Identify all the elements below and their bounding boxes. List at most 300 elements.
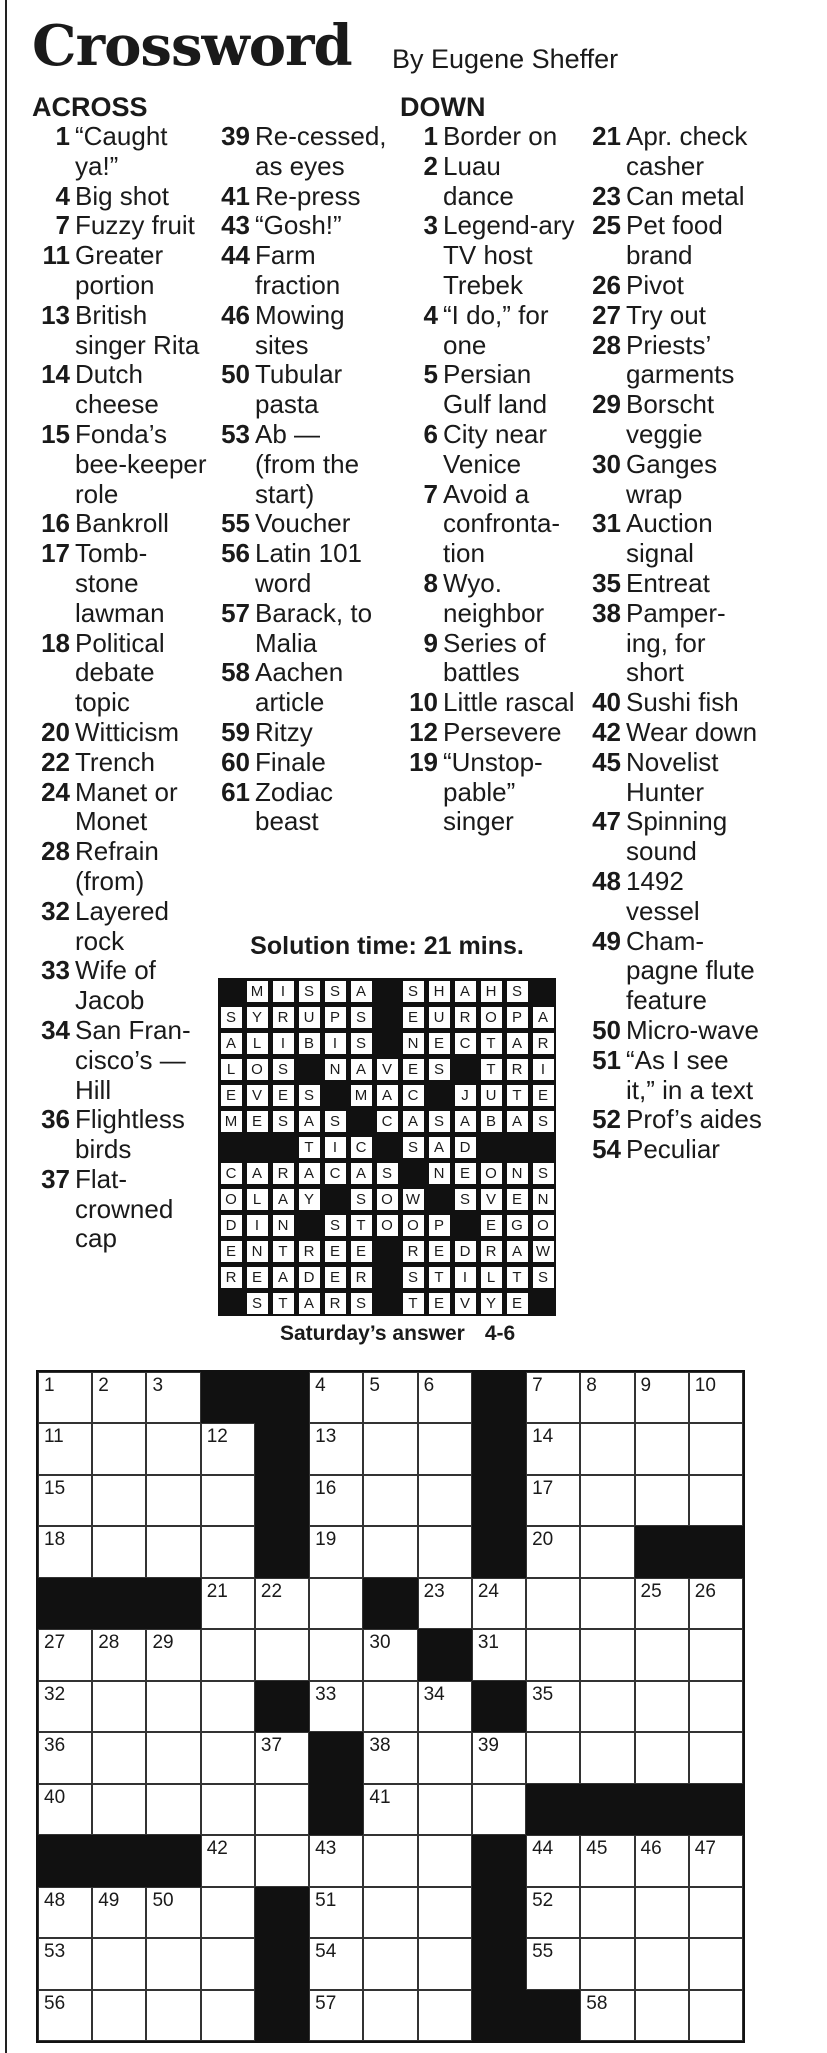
grid-cell[interactable] — [526, 1887, 580, 1938]
grid-cell[interactable] — [201, 1732, 255, 1783]
grid-cell[interactable] — [418, 1835, 472, 1886]
grid-cell[interactable] — [363, 1938, 417, 1989]
clue — [32, 182, 207, 212]
clue-text: Apr. check casher — [626, 121, 748, 181]
solution-cell: S — [454, 1188, 477, 1211]
cell-number: 38 — [369, 1735, 391, 1757]
grid-cell[interactable] — [526, 1681, 580, 1732]
grid-cell[interactable] — [146, 1629, 200, 1680]
clue — [583, 1016, 763, 1046]
grid-cell[interactable] — [201, 1835, 255, 1886]
solution-cell: R — [506, 1058, 529, 1081]
grid-black-square — [472, 1681, 526, 1732]
clue — [400, 688, 576, 718]
clue — [32, 778, 207, 838]
grid-black-square — [689, 1526, 743, 1577]
solution-cell: N — [428, 1162, 451, 1185]
clue — [32, 539, 207, 628]
cell-number: 2 — [98, 1375, 109, 1396]
solution-cell: A — [454, 1110, 477, 1133]
grid-cell[interactable] — [526, 1938, 580, 1989]
grid-cell[interactable] — [38, 1990, 92, 2041]
clue-number: 47 — [592, 806, 621, 837]
solution-cell: A — [298, 1292, 321, 1315]
grid-cell[interactable] — [146, 1526, 200, 1577]
grid-cell[interactable] — [92, 1526, 146, 1577]
clue-number: 39 — [221, 121, 250, 151]
cell-number: 28 — [98, 1632, 120, 1654]
grid-cell[interactable] — [363, 1629, 417, 1680]
solution-cell: S — [532, 1162, 555, 1185]
clue-number: 35 — [592, 567, 621, 598]
clue-text: Border on — [443, 121, 558, 151]
grid-cell[interactable] — [472, 1784, 526, 1835]
grid-cell[interactable] — [146, 1423, 200, 1474]
grid-cell[interactable] — [92, 1372, 146, 1423]
clue-number: 36 — [41, 1104, 70, 1135]
grid-cell[interactable] — [92, 1423, 146, 1474]
grid-cell[interactable] — [580, 1835, 634, 1886]
grid-black-square — [526, 1784, 580, 1835]
grid-cell[interactable] — [38, 1681, 92, 1732]
solution-cell: N — [272, 1214, 295, 1237]
grid-cell[interactable] — [689, 1629, 743, 1680]
grid-cell[interactable] — [38, 1372, 92, 1423]
clue-number: 22 — [41, 746, 70, 777]
grid-cell[interactable] — [201, 1578, 255, 1629]
cell-number: 25 — [640, 1580, 662, 1602]
solution-cell: V — [454, 1292, 477, 1315]
grid-cell[interactable] — [38, 1423, 92, 1474]
grid-cell[interactable] — [635, 1938, 689, 1989]
clue-text: Series of battles — [443, 627, 546, 688]
cell-number: 32 — [44, 1683, 66, 1705]
grid-cell[interactable] — [526, 1372, 580, 1423]
grid-black-square — [472, 1526, 526, 1577]
grid-cell[interactable] — [689, 1835, 743, 1886]
cell-number: 19 — [315, 1529, 337, 1551]
clue — [212, 182, 387, 212]
solution-cell: S — [298, 980, 321, 1003]
solution-cell: C — [350, 1136, 373, 1159]
grid-cell[interactable] — [580, 1732, 634, 1783]
grid-cell[interactable] — [635, 1629, 689, 1680]
grid-cell[interactable] — [526, 1835, 580, 1886]
clue — [400, 122, 576, 152]
grid-cell[interactable] — [689, 1732, 743, 1783]
cell-number: 35 — [532, 1683, 554, 1705]
clue — [212, 241, 387, 301]
solution-cell: D — [454, 1240, 477, 1263]
grid-cell[interactable] — [635, 1732, 689, 1783]
grid-cell[interactable] — [526, 1732, 580, 1783]
clue — [583, 211, 763, 271]
grid-cell[interactable] — [255, 1784, 309, 1835]
grid-cell[interactable] — [201, 1423, 255, 1474]
grid-cell[interactable] — [363, 1784, 417, 1835]
solution-cell: J — [454, 1084, 477, 1107]
clue-text: Big shot — [75, 180, 169, 211]
clue-text: Refrain (from) — [75, 836, 159, 896]
clue-text: Entreat — [626, 567, 710, 598]
grid-cell[interactable] — [472, 1732, 526, 1783]
solution-cell: Y — [246, 1006, 269, 1029]
clue-text: Tubular pasta — [255, 359, 343, 420]
clue-heading: DOWN — [400, 92, 486, 122]
grid-cell[interactable] — [363, 1681, 417, 1732]
clue-number: 37 — [41, 1163, 70, 1194]
solution-cell: A — [298, 1110, 321, 1133]
grid-cell[interactable] — [38, 1629, 92, 1680]
solution-cell: O — [402, 1214, 425, 1237]
solution-cell: A — [454, 980, 477, 1003]
grid-cell[interactable] — [309, 1938, 363, 1989]
solution-cell: C — [376, 1110, 399, 1133]
grid-cell[interactable] — [201, 1938, 255, 1989]
grid-cell[interactable] — [418, 1372, 472, 1423]
grid-cell[interactable] — [92, 1681, 146, 1732]
clue-number: 52 — [592, 1104, 621, 1135]
clue — [400, 718, 576, 748]
solution-cell: O — [480, 1162, 503, 1185]
grid-cell[interactable] — [635, 1423, 689, 1474]
clue — [400, 480, 576, 569]
cell-number: 8 — [586, 1375, 597, 1396]
solution-cell: T — [350, 1214, 373, 1237]
grid-cell[interactable] — [146, 1784, 200, 1835]
clue — [583, 271, 763, 301]
clue-number: 28 — [41, 836, 70, 867]
grid-cell[interactable] — [418, 1475, 472, 1526]
cell-number: 33 — [315, 1683, 337, 1705]
grid-cell[interactable] — [689, 1990, 743, 2041]
clue — [212, 360, 387, 420]
clue — [32, 748, 207, 778]
grid-cell[interactable] — [689, 1423, 743, 1474]
solution-cell: R — [272, 1162, 295, 1185]
solution-cell: P — [324, 1006, 347, 1029]
grid-black-square — [472, 1835, 526, 1886]
cell-number: 54 — [315, 1941, 337, 1963]
cell-number: 23 — [423, 1580, 445, 1602]
grid-cell[interactable] — [580, 1887, 634, 1938]
clue-text: Little rascal — [443, 687, 575, 718]
grid-cell[interactable] — [418, 1938, 472, 1989]
grid-cell[interactable] — [363, 1990, 417, 2041]
solution-cell: T — [402, 1292, 425, 1315]
solution-cell: I — [324, 1136, 347, 1159]
clue-text: Cham-pagne flute feature — [626, 925, 755, 1016]
cell-number: 45 — [586, 1838, 608, 1860]
clue-number: 26 — [592, 269, 621, 300]
grid-cell[interactable] — [580, 1990, 634, 2041]
grid-cell[interactable] — [309, 1887, 363, 1938]
solution-cell: A — [532, 1006, 555, 1029]
solution-cell: S — [506, 980, 529, 1003]
grid-cell[interactable] — [309, 1475, 363, 1526]
grid-cell[interactable] — [526, 1423, 580, 1474]
solution-cell: N — [324, 1058, 347, 1081]
grid-black-square — [635, 1526, 689, 1577]
clue-number: 29 — [592, 389, 621, 420]
grid-cell[interactable] — [201, 1629, 255, 1680]
clue-number: 51 — [592, 1044, 621, 1075]
clue-text: Avoid a confronta-tion — [443, 478, 561, 569]
grid-cell[interactable] — [309, 1372, 363, 1423]
grid-cell[interactable] — [689, 1475, 743, 1526]
grid-cell[interactable] — [309, 1681, 363, 1732]
solution-cell: C — [402, 1084, 425, 1107]
grid-cell[interactable] — [38, 1732, 92, 1783]
grid-cell[interactable] — [689, 1578, 743, 1629]
grid-cell[interactable] — [580, 1578, 634, 1629]
solution-cell: U — [480, 1084, 503, 1107]
grid-cell[interactable] — [255, 1732, 309, 1783]
grid-cell[interactable] — [38, 1526, 92, 1577]
clue-number: 10 — [409, 687, 438, 718]
cell-number: 40 — [44, 1786, 66, 1808]
solution-cell: U — [298, 1006, 321, 1029]
clue-text: Wife of Jacob — [75, 955, 156, 1016]
grid-cell[interactable] — [146, 1732, 200, 1783]
solution-cell: I — [532, 1058, 555, 1081]
cell-number: 50 — [152, 1889, 174, 1911]
clue-number: 48 — [592, 865, 621, 896]
grid-cell[interactable] — [580, 1681, 634, 1732]
clue — [212, 420, 387, 509]
grid-cell[interactable] — [92, 1475, 146, 1526]
grid-cell[interactable] — [146, 1938, 200, 1989]
grid-cell[interactable] — [38, 1475, 92, 1526]
grid-cell[interactable] — [472, 1578, 526, 1629]
grid-cell[interactable] — [92, 1990, 146, 2041]
grid-cell[interactable] — [363, 1835, 417, 1886]
grid-cell[interactable] — [526, 1475, 580, 1526]
clue-text: Flightless birds — [75, 1104, 185, 1165]
grid-cell[interactable] — [689, 1681, 743, 1732]
grid-cell[interactable] — [363, 1423, 417, 1474]
solution-cell: A — [246, 1162, 269, 1185]
clue-text: Can metal — [626, 180, 745, 211]
grid-cell[interactable] — [92, 1784, 146, 1835]
cell-number: 56 — [44, 1992, 66, 2014]
solution-cell: E — [324, 1240, 347, 1263]
grid-cell[interactable] — [92, 1732, 146, 1783]
clue-text: Fuzzy fruit — [75, 210, 195, 241]
grid-cell[interactable] — [146, 1475, 200, 1526]
grid-cell[interactable] — [201, 1681, 255, 1732]
grid-cell[interactable] — [689, 1938, 743, 1989]
cell-number: 34 — [423, 1683, 445, 1705]
cell-number: 17 — [532, 1477, 554, 1499]
grid-cell[interactable] — [92, 1887, 146, 1938]
clue — [32, 509, 207, 539]
grid-cell[interactable] — [38, 1784, 92, 1835]
grid-cell[interactable] — [418, 1784, 472, 1835]
grid-cell[interactable] — [580, 1629, 634, 1680]
grid-cell[interactable] — [418, 1990, 472, 2041]
clue — [583, 390, 763, 450]
cell-number: 21 — [206, 1580, 228, 1602]
grid-cell[interactable] — [418, 1681, 472, 1732]
clue-text: Wyo. neighbor — [443, 567, 545, 628]
solution-cell: E — [246, 1110, 269, 1133]
grid-cell[interactable] — [635, 1578, 689, 1629]
clue-column — [583, 92, 763, 1165]
grid-cell[interactable] — [363, 1887, 417, 1938]
cell-number: 24 — [477, 1580, 499, 1602]
cell-number: 31 — [477, 1632, 499, 1654]
grid-cell[interactable] — [635, 1835, 689, 1886]
grid-cell[interactable] — [255, 1629, 309, 1680]
clue — [583, 450, 763, 510]
solution-cell: E — [532, 1084, 555, 1107]
cell-number: 42 — [206, 1838, 228, 1860]
grid-black-square — [580, 1784, 634, 1835]
solution-cell: S — [532, 1110, 555, 1133]
page-title: Crossword — [32, 13, 352, 79]
grid-black-square — [309, 1732, 363, 1783]
clue — [583, 331, 763, 391]
grid-black-square — [255, 1526, 309, 1577]
grid-cell[interactable] — [38, 1887, 92, 1938]
clue — [32, 122, 207, 182]
solution-cell: T — [428, 1266, 451, 1289]
grid-cell[interactable] — [580, 1423, 634, 1474]
grid-cell[interactable] — [201, 1475, 255, 1526]
cell-number: 13 — [315, 1426, 337, 1448]
grid-cell[interactable] — [689, 1372, 743, 1423]
grid-cell[interactable] — [146, 1681, 200, 1732]
solution-time-label: Solution time: 21 mins. — [250, 932, 524, 960]
cell-number: 18 — [44, 1529, 66, 1551]
solution-cell: B — [298, 1032, 321, 1055]
grid-cell[interactable] — [472, 1629, 526, 1680]
solution-cell: T — [506, 1266, 529, 1289]
grid-cell[interactable] — [526, 1526, 580, 1577]
grid-cell[interactable] — [309, 1423, 363, 1474]
grid-cell[interactable] — [526, 1578, 580, 1629]
clue — [32, 241, 207, 301]
cell-number: 7 — [532, 1375, 543, 1396]
clue-number: 5 — [423, 359, 438, 390]
solution-cell: L — [246, 1032, 269, 1055]
solution-cell: S — [324, 980, 347, 1003]
clue — [583, 301, 763, 331]
grid-cell[interactable] — [526, 1629, 580, 1680]
cell-number: 52 — [532, 1889, 554, 1911]
cell-number: 44 — [532, 1838, 554, 1860]
grid-cell[interactable] — [418, 1578, 472, 1629]
clue-number: 14 — [41, 359, 70, 390]
grid-cell[interactable] — [635, 1887, 689, 1938]
grid-cell[interactable] — [92, 1938, 146, 1989]
grid-cell[interactable] — [363, 1372, 417, 1423]
grid-cell[interactable] — [146, 1887, 200, 1938]
grid-cell[interactable] — [580, 1526, 634, 1577]
clue — [583, 748, 763, 808]
grid-cell[interactable] — [309, 1526, 363, 1577]
solution-cell: M — [246, 980, 269, 1003]
grid-cell[interactable] — [635, 1475, 689, 1526]
grid-cell[interactable] — [418, 1887, 472, 1938]
cell-number: 47 — [694, 1838, 716, 1860]
clue-text: Zodiac beast — [255, 776, 334, 837]
clue — [32, 360, 207, 420]
grid-cell[interactable] — [309, 1578, 363, 1629]
solution-cell: E — [402, 1006, 425, 1029]
clue-number: 60 — [221, 746, 250, 777]
solution-cell: E — [324, 1266, 347, 1289]
grid-cell[interactable] — [580, 1475, 634, 1526]
grid-cell[interactable] — [309, 1835, 363, 1886]
grid-cell[interactable] — [635, 1681, 689, 1732]
grid-cell[interactable] — [201, 1990, 255, 2041]
solution-cell: S — [350, 1032, 373, 1055]
clue — [583, 182, 763, 212]
solution-cell: A — [272, 1266, 295, 1289]
solution-cell: I — [324, 1032, 347, 1055]
solution-cell: S — [272, 1058, 295, 1081]
grid-cell[interactable] — [309, 1629, 363, 1680]
clue-text: Priests’ garments — [626, 329, 735, 390]
solution-cell: T — [506, 1084, 529, 1107]
grid-cell[interactable] — [255, 1835, 309, 1886]
grid-cell[interactable] — [363, 1526, 417, 1577]
cell-number: 1 — [44, 1375, 55, 1396]
grid-cell[interactable] — [201, 1784, 255, 1835]
grid-cell[interactable] — [635, 1990, 689, 2041]
clue-number: 17 — [41, 538, 70, 569]
grid-black-square — [472, 1475, 526, 1526]
solution-cell: V — [376, 1058, 399, 1081]
grid-cell[interactable] — [418, 1732, 472, 1783]
column-rule — [5, 0, 7, 2053]
grid-cell[interactable] — [92, 1629, 146, 1680]
clue — [32, 420, 207, 509]
grid-cell[interactable] — [363, 1732, 417, 1783]
solution-cell: M — [220, 1110, 243, 1133]
grid-cell[interactable] — [580, 1938, 634, 1989]
clue-text: Pamper-ing, for short — [626, 597, 726, 688]
grid-black-square — [255, 1475, 309, 1526]
grid-cell[interactable] — [38, 1938, 92, 1989]
solution-cell: S — [428, 1058, 451, 1081]
grid-cell[interactable] — [580, 1372, 634, 1423]
clue-text: “I do,” for one — [443, 299, 549, 360]
grid-cell[interactable] — [418, 1423, 472, 1474]
clue-text: Peculiar — [626, 1134, 720, 1165]
solution-cell: U — [428, 1006, 451, 1029]
grid-cell[interactable] — [146, 1372, 200, 1423]
grid-cell[interactable] — [309, 1990, 363, 2041]
grid-cell[interactable] — [418, 1526, 472, 1577]
solution-cell: E — [480, 1214, 503, 1237]
grid-cell[interactable] — [201, 1526, 255, 1577]
solution-cell: A — [376, 1084, 399, 1107]
grid-cell[interactable] — [635, 1372, 689, 1423]
solution-cell: W — [532, 1240, 555, 1263]
solution-cell: E — [350, 1240, 373, 1263]
clue-number: 30 — [592, 448, 621, 479]
clue-text: Pivot — [626, 269, 684, 300]
grid-cell[interactable] — [201, 1887, 255, 1938]
grid-cell[interactable] — [255, 1578, 309, 1629]
grid-cell[interactable] — [363, 1475, 417, 1526]
grid-cell[interactable] — [689, 1887, 743, 1938]
grid-cell[interactable] — [146, 1990, 200, 2041]
clue-text: Spinning sound — [626, 806, 728, 867]
